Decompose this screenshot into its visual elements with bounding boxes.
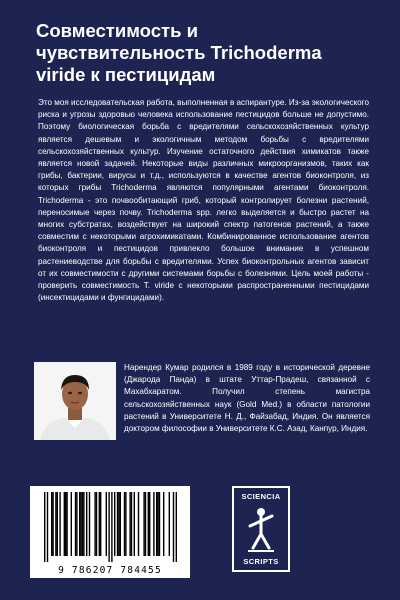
barcode-bar <box>157 492 158 556</box>
author-bio: Нарендер Кумар родился в 1989 году в исторической деревне (Джарода Панда) в штате Уттар-Прадеш, связанной с Махабхаратом. Получил степень магистра сельскохозяйственных наук (Gold Med.) в области патологии растений в Университете Н. Д., Файзабад, Индия. Он является доктором философии в Университете К.С. Азад, Канпур, Индия. <box>124 363 370 434</box>
barcode-bar <box>99 492 100 556</box>
barcode-bar <box>148 492 149 556</box>
book-title <box>36 20 376 86</box>
barcode-bar <box>76 492 77 556</box>
barcode-bar <box>51 492 52 556</box>
barcode-bar <box>163 492 164 556</box>
barcode-bar <box>80 492 81 556</box>
barcode-bar <box>111 492 112 562</box>
barcode-bar <box>117 492 118 556</box>
barcode-bar <box>125 492 126 556</box>
barcode-bar <box>82 492 83 556</box>
barcode-bar <box>108 492 109 562</box>
barcode-bar <box>156 492 157 556</box>
title-line-2: чувствительность Trichoderma <box>36 42 322 63</box>
barcode-bar <box>64 492 65 556</box>
barcode-bar <box>129 492 130 556</box>
barcode-bar <box>149 492 150 556</box>
barcode-bar <box>52 492 53 556</box>
barcode-bar <box>176 492 177 562</box>
barcode-bar <box>79 492 80 556</box>
title-line-1: Совместимость и <box>36 20 198 41</box>
barcode-bar <box>138 492 139 556</box>
barcode-bar <box>71 492 72 556</box>
publisher-logo <box>232 486 290 572</box>
barcode-bar <box>134 492 135 556</box>
barcode-bar <box>55 492 56 556</box>
barcode-bar <box>66 492 67 556</box>
barcode-bars <box>30 486 190 564</box>
barcode-bar <box>131 492 132 556</box>
isbn-digits: 9 786207 784455 <box>58 565 162 576</box>
barcode-bar <box>153 492 154 556</box>
barcode-bar <box>159 492 160 556</box>
barcode-bar <box>100 492 101 556</box>
barcode-bar <box>44 492 45 562</box>
barcode-bar <box>120 492 121 556</box>
barcode-bar <box>124 492 125 556</box>
barcode-bar <box>173 492 174 562</box>
isbn-barcode <box>30 486 190 578</box>
barcode-bar <box>75 492 76 556</box>
barcode-bar <box>65 492 66 556</box>
publisher-name-bottom: SCRIPTS <box>243 557 279 566</box>
figure-icon <box>244 504 278 554</box>
barcode-bar <box>118 492 119 556</box>
publisher-name-top: SCIENCIA <box>241 492 281 501</box>
barcode-bar <box>89 492 90 556</box>
barcode-bar <box>145 492 146 556</box>
barcode-bar <box>83 492 84 556</box>
barcode-bar <box>106 492 107 556</box>
barcode-bar <box>57 492 58 556</box>
author-photo <box>34 362 116 440</box>
book-abstract: Это моя исследовательская работа, выполненная в аспирантуре. Из-за экологического риска и угрозы здоровью человека использование пестицидов больше не допустимо. Поэтому биологическая борьба с вредителями сельскохозяйственных культур является дешевым и экологичным методом борьбы с вредителями сельскохозяйственных культур. Изучение остаточного действия химикатов также является новой задачей. Некоторые виды различных микроорганизмов, таких как грибы, бактерии, вирусы и т.д., используются в качестве агентов биоконтроля, из которых грибы Trichoderma являются популярными агентами биоконтроля. Trichoderma - это почвообитающий гриб, который контролирует болезни растений, переносимые через почву. Trichoderma spp. легко выделяется и быстро растет на многих субстратах, воздействует на широкий спектр патогенов растений, а также совместим с некоторыми агрохимикатами. Комбинированное использование агентов биоконтроля и пестицидов привлекло большое внимание в успешном растениеводстве для борьбы с вредителями. Успех биоконтрольных агентов зависит от их совместимости с другими системами борьбы с болезнями. Цель моей работы - проверить совместимость T. viride с некоторыми распространенными пестицидами (инсектицидами и фунгицидами). <box>38 98 369 303</box>
barcode-bar <box>114 492 115 556</box>
barcode-bar <box>143 492 144 556</box>
barcode-bar <box>47 492 48 562</box>
barcode-bar <box>94 492 95 556</box>
barcode-bar <box>59 492 60 556</box>
barcode-bar <box>96 492 97 556</box>
barcode-bar <box>86 492 87 556</box>
barcode-bar <box>169 492 170 556</box>
title-line-3: viride к пестицидам <box>36 64 216 85</box>
